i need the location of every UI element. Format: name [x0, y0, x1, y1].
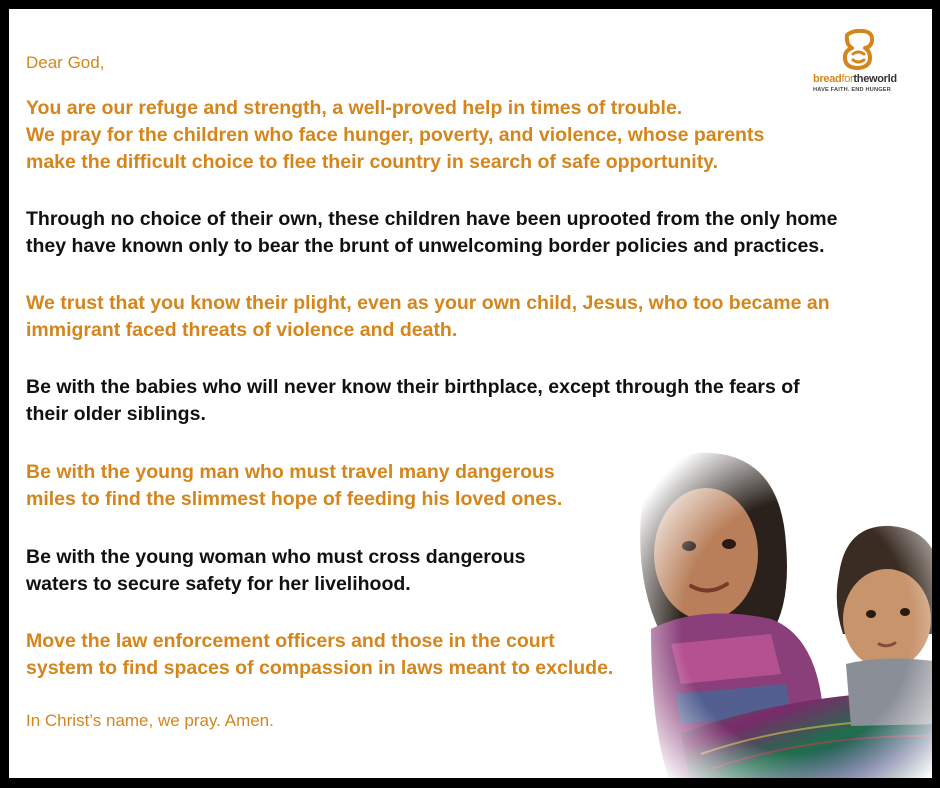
- closing-line: In Christ’s name, we pray. Amen.: [26, 711, 274, 730]
- paragraph-line: You are our refuge and strength, a well-proved help in times of trouble.: [26, 97, 683, 119]
- paragraph-line: system to find spaces of compassion in laws meant to exclude.: [26, 657, 614, 679]
- logo-word-theworld: theworld: [853, 73, 897, 85]
- logo-word-bread: bread: [813, 73, 842, 85]
- paragraph-line: make the difficult choice to flee their country in search of safe opportunity.: [26, 151, 719, 173]
- paragraph-line: Be with the babies who will never know their birthplace, except through the fears of: [26, 376, 800, 398]
- logo-tagline: HAVE FAITH. END HUNGER: [813, 87, 891, 93]
- paragraph-line: immigrant faced threats of violence and death.: [26, 319, 458, 341]
- paragraph-line: Be with the young man who must travel many dangerous: [26, 461, 555, 483]
- paragraph-line: they have known only to bear the brunt of unwelcoming border policies and practices.: [26, 235, 825, 257]
- paragraph-line: Move the law enforcement officers and those in the court: [26, 630, 555, 652]
- bread-for-the-world-logo: [813, 29, 903, 101]
- paragraph-trust: [26, 290, 830, 344]
- greeting: Dear God,: [26, 53, 105, 72]
- paragraph-line: We pray for the children who face hunger, poverty, and violence, whose parents: [26, 124, 765, 146]
- paragraph-line: Be with the young woman who must cross dangerous: [26, 546, 526, 568]
- paragraph-young-man: [26, 459, 562, 513]
- logo-wordmark: [813, 73, 897, 85]
- paragraph-line: Through no choice of their own, these children have been uprooted from the only home: [26, 208, 838, 230]
- paragraph-officers: [26, 628, 613, 682]
- prayer-card: [9, 9, 932, 778]
- paragraph-young-woman: [26, 544, 525, 598]
- children-photo: [621, 434, 932, 778]
- paragraph-refuge: [26, 95, 764, 176]
- logo-word-for: for: [841, 73, 854, 85]
- paragraph-babies: [26, 374, 800, 428]
- bread-logo-icon: [839, 29, 879, 71]
- paragraph-line: waters to secure safety for her livelihood.: [26, 573, 411, 595]
- paragraph-line: We trust that you know their plight, even as your own child, Jesus, who too became an: [26, 292, 830, 314]
- paragraph-line: miles to find the slimmest hope of feeding his loved ones.: [26, 488, 563, 510]
- paragraph-line: their older siblings.: [26, 403, 206, 425]
- paragraph-uprooted: [26, 206, 837, 260]
